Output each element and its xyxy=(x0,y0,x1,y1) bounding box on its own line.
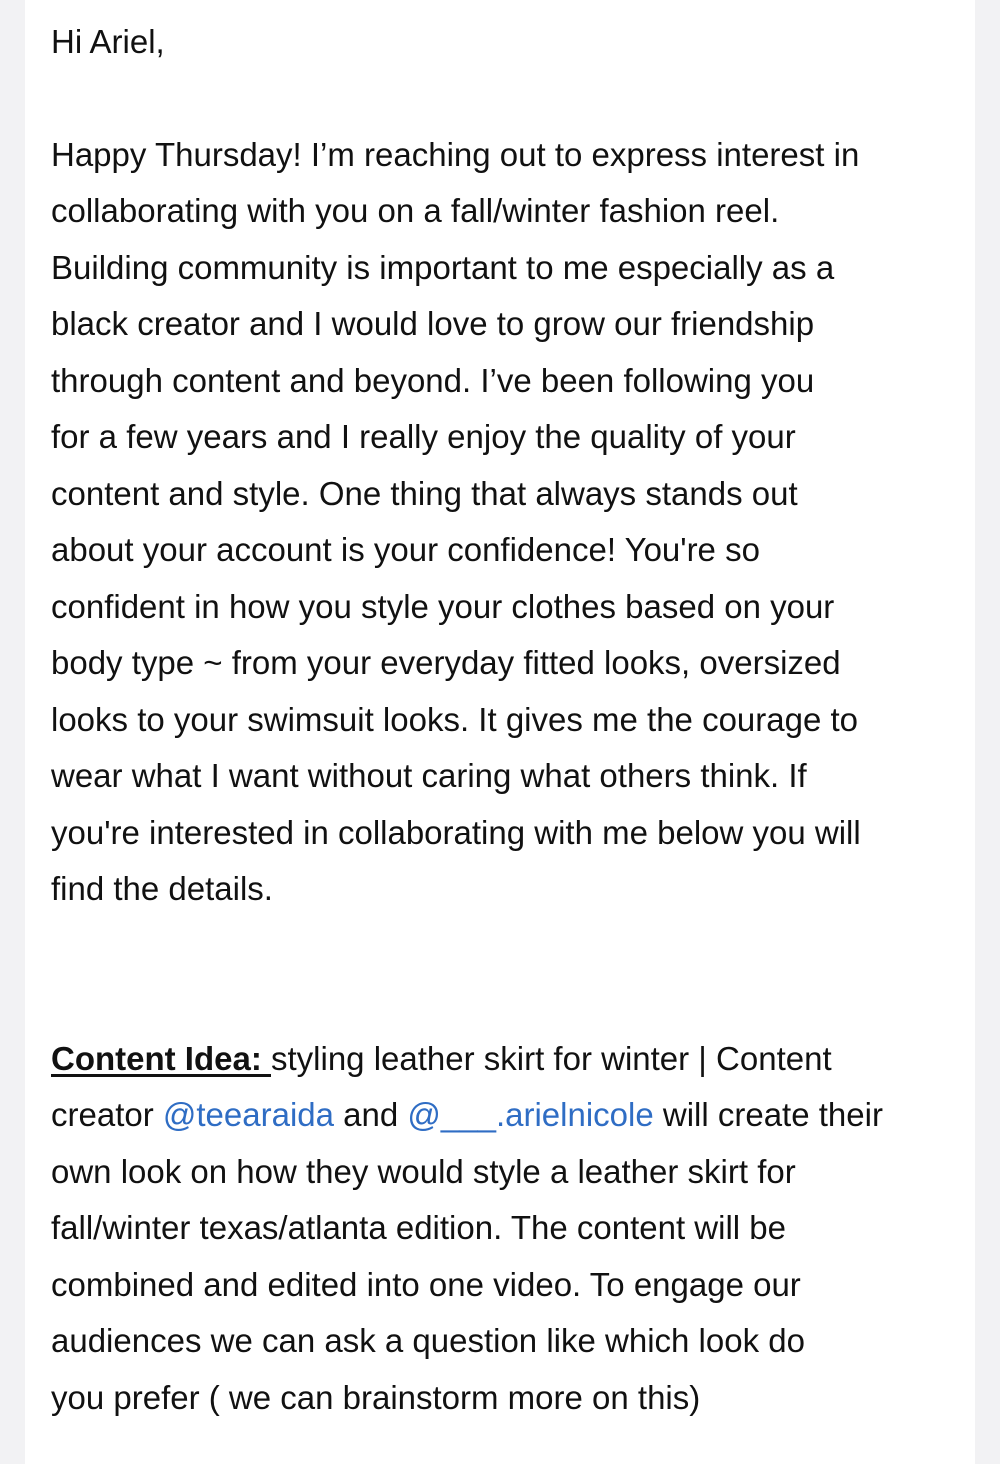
content-idea-suffix: will create their xyxy=(653,1096,883,1133)
mention-link-teearaida[interactable]: @teearaida xyxy=(162,1096,334,1133)
body-line: collaborating with you on a fall/winter fashion reel. xyxy=(51,192,780,229)
body-line: body type ~ from your everyday fitted looks, oversized xyxy=(51,644,841,681)
intro-paragraph xyxy=(51,127,975,918)
mention-link-arielnicole[interactable]: @___.arielnicole xyxy=(407,1096,654,1133)
body-line: content and style. One thing that always stands out xyxy=(51,474,798,512)
body-line: for a few years and I really enjoy the quality of your xyxy=(51,418,796,455)
body-line: you're interested in collaborating with me below you will xyxy=(51,813,861,851)
content-idea-line: own look on how they would style a leather skirt for xyxy=(51,1152,796,1190)
content-idea-label: Content Idea: xyxy=(51,1039,271,1077)
content-idea-line: you prefer ( we can brainstorm more on this) xyxy=(51,1378,701,1416)
content-idea-text: styling leather skirt for winter | Content xyxy=(271,1039,832,1077)
body-line: looks to your swimsuit looks. It gives me the courage to xyxy=(51,700,859,738)
email-body xyxy=(25,0,975,1464)
greeting xyxy=(51,14,975,71)
content-idea-line: audiences we can ask a question like which look do xyxy=(51,1322,805,1359)
body-line: black creator and I would love to grow our friendship xyxy=(51,305,815,342)
content-idea-paragraph xyxy=(51,1031,975,1427)
body-line: wear what I want without caring what others think. If xyxy=(51,757,807,794)
paragraph-spacer xyxy=(51,918,975,1031)
content-idea-line-1 xyxy=(51,1031,975,1088)
content-idea-line-2 xyxy=(51,1087,975,1144)
body-line: about your account is your confidence! You're so xyxy=(51,531,760,568)
content-idea-prefix: creator xyxy=(51,1096,163,1133)
content-idea-middle: and xyxy=(333,1096,408,1133)
body-line: Building community is important to me especially as a xyxy=(51,248,835,286)
body-line: through content and beyond. I’ve been following you xyxy=(51,361,815,399)
content-idea-line: fall/winter texas/atlanta edition. The content will be xyxy=(51,1209,786,1246)
body-line: find the details. xyxy=(51,870,273,907)
content-idea-line: combined and edited into one video. To engage our xyxy=(51,1265,801,1303)
body-line: Happy Thursday! I’m reaching out to express interest in xyxy=(51,135,860,173)
greeting-line: Hi Ariel, xyxy=(51,23,165,60)
body-line: confident in how you style your clothes based on your xyxy=(51,587,835,625)
